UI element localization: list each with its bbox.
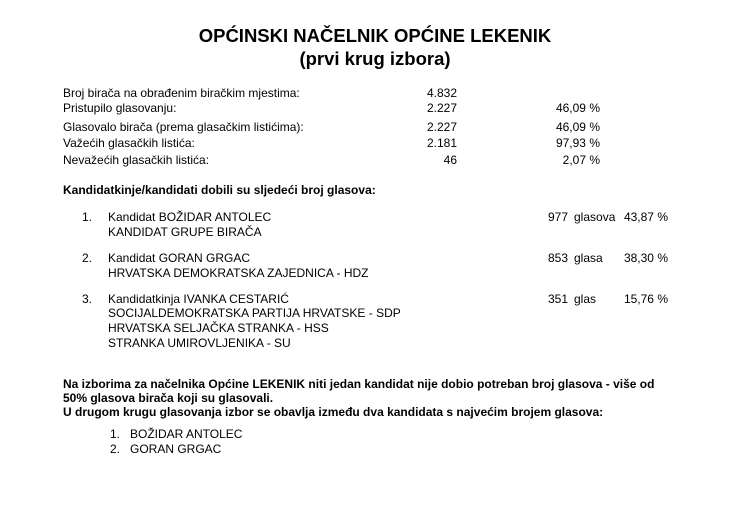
stats-value: 2.227 xyxy=(426,120,457,134)
stats-label: Nevažećih glasačkih listića: xyxy=(63,153,210,167)
runoff-number: 2. xyxy=(110,442,121,456)
page-title: OPĆINSKI NAČELNIK OPĆINE LEKENIK xyxy=(198,25,552,46)
candidate-party: STRANKA UMIROVLJENIKA - SU xyxy=(108,336,291,350)
candidate-number: 3. xyxy=(82,292,93,306)
stats-percent: 2,07 % xyxy=(562,153,600,167)
stats-label: Broj birača na obrađenim biračkim mjestima: xyxy=(63,86,300,100)
stats-value: 2.227 xyxy=(426,101,457,115)
stats-value: 46 xyxy=(443,153,457,167)
candidate-party: HRVATSKA DEMOKRATSKA ZAJEDNICA - HDZ xyxy=(108,266,369,280)
candidate-percent: 15,76 % xyxy=(623,292,668,306)
candidate-votes: 351 xyxy=(547,292,568,306)
stats-percent: 97,93 % xyxy=(555,136,600,150)
candidate-party: KANDIDAT GRUPE BIRAČA xyxy=(108,225,262,239)
stats-value: 2.181 xyxy=(426,136,457,150)
stats-label: Važećih glasačkih listića: xyxy=(63,136,195,150)
candidate-number: 1. xyxy=(82,210,93,224)
candidate-party: HRVATSKA SELJAČKA STRANKA - HSS xyxy=(108,321,329,335)
candidate-number: 2. xyxy=(82,251,93,265)
candidate-votes-unit: glasa xyxy=(574,251,603,265)
runoff-number: 1. xyxy=(110,427,121,441)
candidate-percent: 38,30 % xyxy=(623,251,668,265)
stats-percent: 46,09 % xyxy=(555,101,600,115)
notice-line: 50% glasova birača koji su glasovali. xyxy=(63,391,274,405)
candidate-name: Kandidatkinja IVANKA CESTARIĆ xyxy=(108,292,289,306)
runoff-name: BOŽIDAR ANTOLEC xyxy=(130,427,243,441)
page-subtitle: (prvi krug izbora) xyxy=(299,48,451,69)
candidate-votes-unit: glasova xyxy=(574,210,616,224)
candidate-name: Kandidat GORAN GRGAC xyxy=(108,251,251,265)
candidate-votes: 977 xyxy=(547,210,568,224)
notice-line: U drugom krugu glasovanja izbor se obavlja između dva kandidata s najvećim brojem glasova: xyxy=(63,405,604,419)
stats-percent: 46,09 % xyxy=(555,120,600,134)
candidate-percent: 43,87 % xyxy=(623,210,668,224)
candidates-heading: Kandidatkinje/kandidati dobili su sljedeći broj glasova: xyxy=(63,183,376,197)
runoff-name: GORAN GRGAC xyxy=(130,442,222,456)
candidate-name: Kandidat BOŽIDAR ANTOLEC xyxy=(108,210,272,224)
notice-line: Na izborima za načelnika Općine LEKENIK niti jedan kandidat nije dobio potreban broj glasova - više od xyxy=(63,377,655,391)
candidate-party: SOCIJALDEMOKRATSKA PARTIJA HRVATSKE - SDP xyxy=(108,306,401,320)
candidate-votes: 853 xyxy=(547,251,568,265)
candidate-votes-unit: glas xyxy=(574,292,597,306)
stats-value: 4.832 xyxy=(426,86,457,100)
stats-label: Pristupilo glasovanju: xyxy=(63,101,177,115)
stats-label: Glasovalo birača (prema glasačkim listićima): xyxy=(63,120,304,134)
